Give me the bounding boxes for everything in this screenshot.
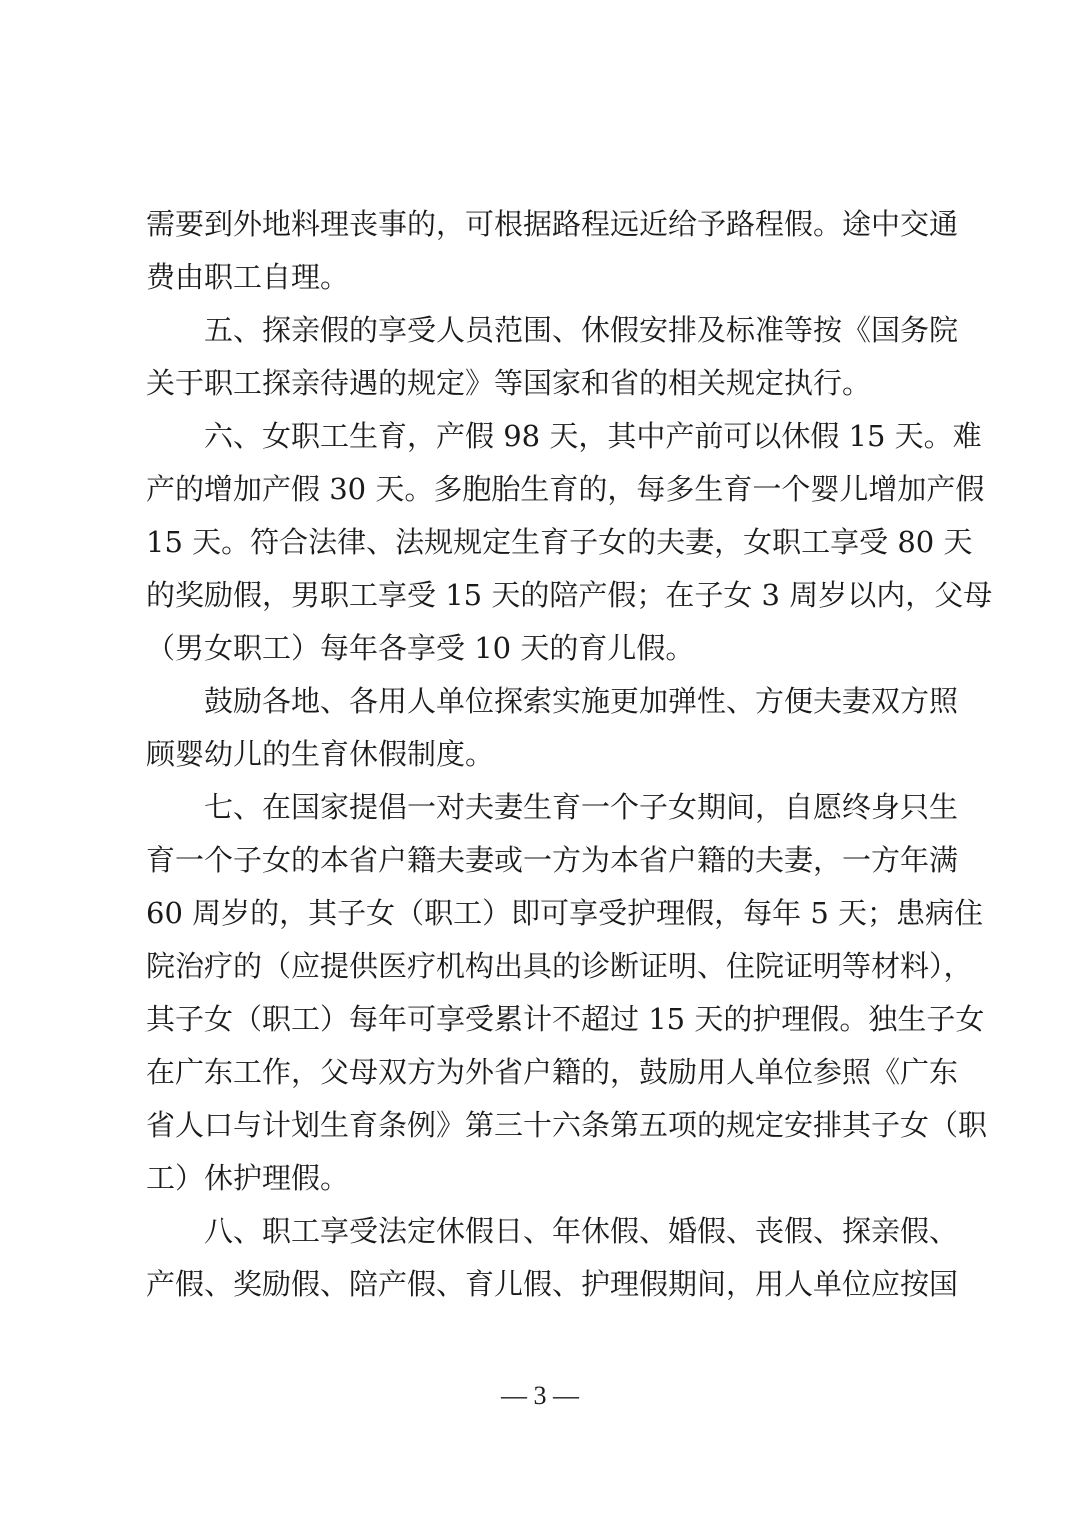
text-line: 60 周岁的，其子女（职工）即可享受护理假，每年 5 天；患病住 [146,896,984,930]
text-line: 其子女（职工）每年可享受累计不超过 15 天的护理假。独生子女 [146,1002,985,1036]
page-number: — 3 — [501,1381,579,1410]
text-line: （男女职工）每年各享受 10 天的育儿假。 [146,631,695,665]
text-line: 八、职工享受法定休假日、年休假、婚假、丧假、探亲假、 [204,1214,959,1248]
text-line: 需要到外地料理丧事的，可根据路程远近给予路程假。途中交通 [146,207,959,241]
text-line: 15 天。符合法律、法规规定生育子女的夫妻，女职工享受 80 天 [146,525,973,559]
text-line: 七、在国家提倡一对夫妻生育一个子女期间，自愿终身只生 [204,790,959,824]
text-line: 院治疗的（应提供医疗机构出具的诊断证明、住院证明等材料）， [146,949,973,983]
text-line: 五、探亲假的享受人员范围、休假安排及标准等按《国务院 [204,313,959,347]
text-line: 顾婴幼儿的生育休假制度。 [146,737,495,771]
text-line: 费由职工自理。 [146,260,350,294]
text-line: 关于职工探亲待遇的规定》等国家和省的相关规定执行。 [146,366,872,400]
text-line: 工）休护理假。 [146,1161,350,1195]
text-line: 在广东工作，父母双方为外省户籍的，鼓励用人单位参照《广东 [146,1055,959,1089]
text-line: 六、女职工生育，产假 98 天，其中产前可以休假 15 天。难 [204,419,982,453]
text-line: 产的增加产假 30 天。多胞胎生育的，每多生育一个婴儿增加产假 [146,472,985,506]
text-line: 的奖励假，男职工享受 15 天的陪产假；在子女 3 周岁以内，父母 [146,578,993,612]
text-line: 省人口与计划生育条例》第三十六条第五项的规定安排其子女（职 [146,1108,988,1142]
text-line: 产假、奖励假、陪产假、育儿假、护理假期间，用人单位应按国 [146,1267,959,1301]
text-line: 育一个子女的本省户籍夫妻或一方为本省户籍的夫妻，一方年满 [146,843,959,877]
document-body [146,198,993,1311]
text-line: 鼓励各地、各用人单位探索实施更加弹性、方便夫妻双方照 [204,684,959,718]
